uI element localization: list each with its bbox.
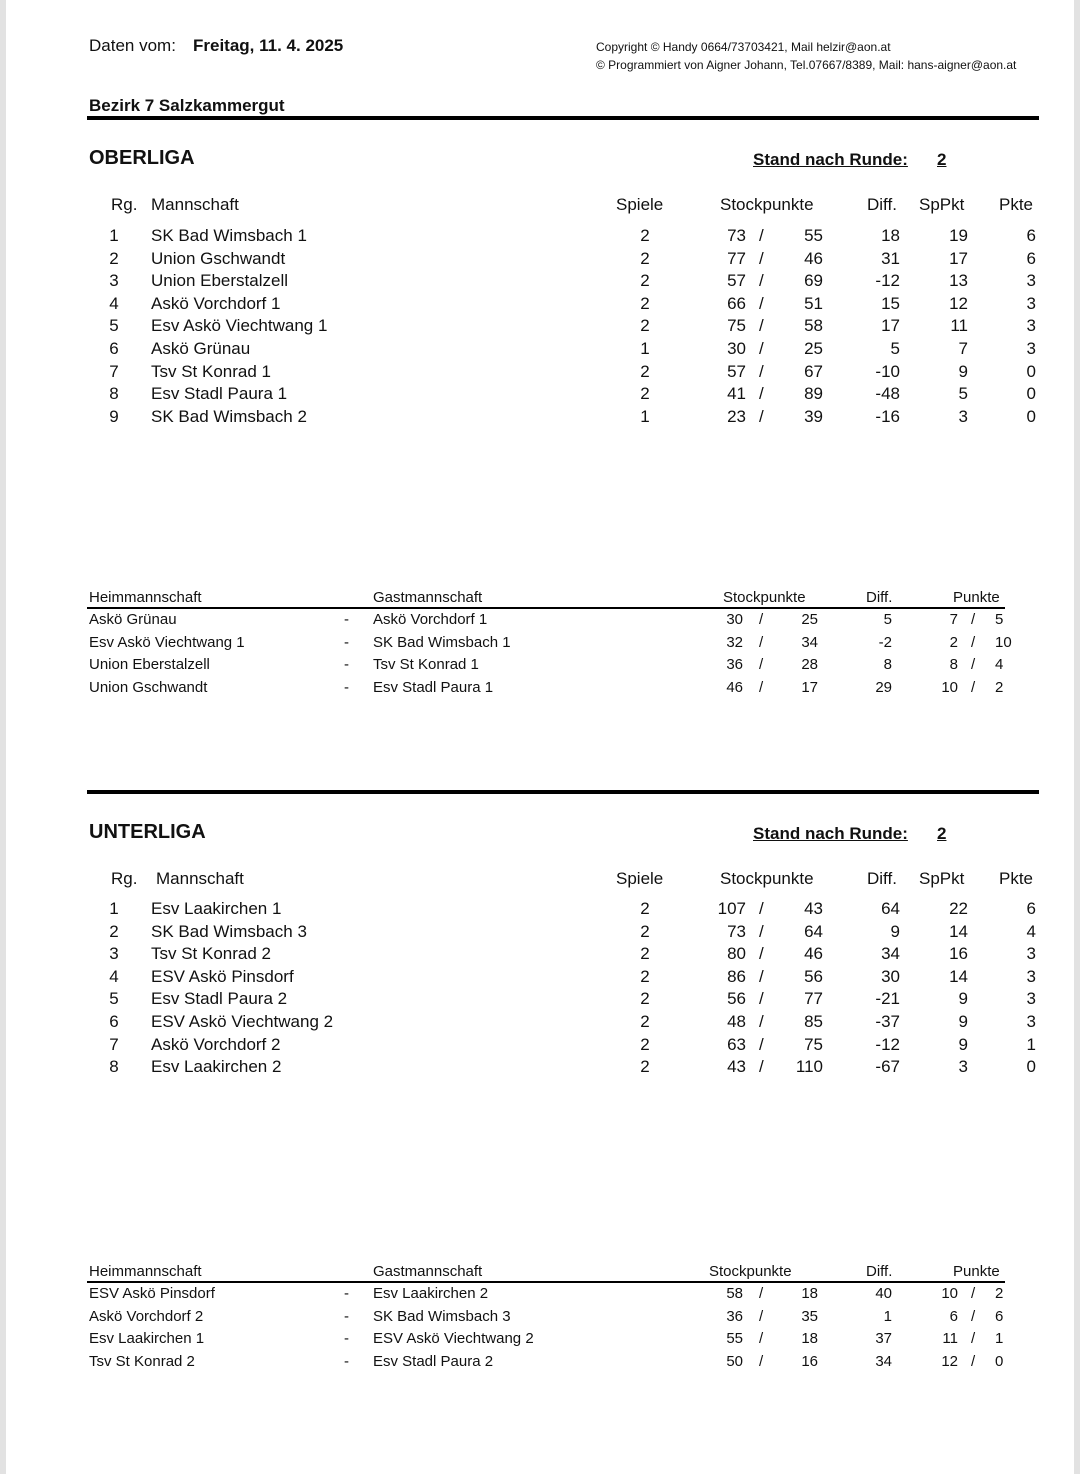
stockpunkte-away-cell: 16: [801, 1353, 818, 1371]
col-team-header: Mannschaft: [156, 869, 244, 888]
diff-cell: 34: [881, 944, 900, 964]
sppkt-cell: 9: [958, 361, 968, 381]
pkte-cell: 3: [1026, 293, 1036, 313]
games-cell: 2: [640, 1034, 650, 1054]
rank-cell: 4: [109, 966, 119, 986]
team-cell: ESV Askö Viechtwang 2: [151, 1012, 334, 1031]
home-team-cell: Tsv St Konrad 2: [89, 1353, 195, 1371]
stockpunkte-home-cell: 46: [726, 679, 743, 697]
diff-cell: 9: [890, 921, 900, 941]
stockpunkte-away-cell: 34: [801, 633, 818, 651]
col-team-header: Mannschaft: [151, 195, 239, 214]
games-cell: 2: [640, 1057, 650, 1077]
diff-cell: 31: [881, 248, 900, 268]
col-stockpunkte-header: Stockpunkte: [720, 195, 814, 214]
separator-slash: /: [759, 1353, 764, 1371]
team-cell: Esv Laakirchen 2: [151, 1057, 282, 1077]
stockpunkte-against-cell: 46: [804, 944, 823, 964]
stockpunkte-against-cell: 46: [804, 248, 823, 268]
diff-cell: -21: [875, 989, 900, 1009]
separator-slash: /: [759, 944, 764, 964]
away-team-cell: SK Bad Wimsbach 1: [373, 633, 511, 651]
stockpunkte-against-cell: 58: [804, 316, 823, 336]
stockpunkte-for-cell: 86: [727, 966, 746, 986]
stockpunkte-against-cell: 55: [804, 226, 823, 245]
stockpunkte-for-cell: 43: [727, 1057, 746, 1077]
stockpunkte-away-cell: 25: [801, 611, 818, 628]
points-away-cell: 10: [995, 633, 1012, 651]
sppkt-cell: 17: [949, 248, 968, 268]
separator-slash: /: [759, 384, 764, 404]
pkte-cell: 0: [1026, 1057, 1036, 1077]
pkte-cell: 3: [1026, 989, 1036, 1009]
diff-cell: 40: [875, 1285, 892, 1302]
stockpunkte-against-cell: 89: [804, 384, 823, 404]
home-team-cell: Union Eberstalzell: [89, 656, 210, 674]
match-dash: -: [344, 1285, 349, 1302]
diff-cell: 8: [883, 656, 892, 674]
rank-cell: 6: [109, 339, 119, 358]
sppkt-cell: 14: [949, 921, 968, 941]
stockpunkte-for-cell: 107: [717, 899, 746, 918]
diff-cell: 34: [875, 1353, 892, 1371]
team-cell: Esv Laakirchen 1: [151, 899, 282, 918]
district-title: Bezirk 7 Salzkammergut: [89, 96, 285, 115]
games-cell: 2: [640, 944, 650, 964]
col-games-header: Spiele: [616, 195, 664, 214]
match-dash: -: [344, 679, 349, 697]
stockpunkte-against-cell: 56: [804, 966, 823, 986]
section-divider: [87, 790, 1039, 794]
team-cell: Askö Grünau: [151, 339, 251, 358]
away-team-cell: Tsv St Konrad 1: [373, 656, 479, 674]
oberliga-round-label: Stand nach Runde:: [753, 150, 908, 169]
col-rank-header: Rg.: [111, 869, 138, 888]
points-away-cell: 2: [995, 679, 1004, 697]
diff-cell: -48: [875, 384, 900, 404]
separator-slash: /: [759, 226, 764, 245]
match-diff-header: Diff.: [866, 589, 893, 606]
points-home-cell: 10: [941, 1285, 958, 1302]
sppkt-cell: 14: [949, 966, 968, 986]
rank-cell: 8: [109, 1057, 119, 1077]
points-home-cell: 6: [949, 1307, 958, 1325]
games-cell: 2: [640, 921, 650, 941]
away-team-cell: Esv Laakirchen 2: [373, 1285, 489, 1302]
separator-slash: /: [759, 339, 764, 358]
separator-slash: /: [759, 1034, 764, 1054]
points-away-cell: 0: [995, 1353, 1004, 1371]
oberliga-match-rule: [87, 607, 1005, 609]
stockpunkte-home-cell: 58: [726, 1285, 743, 1302]
points-away-cell: 6: [995, 1307, 1004, 1325]
points-away-cell: 2: [995, 1285, 1004, 1302]
games-cell: 2: [640, 899, 650, 918]
pkte-cell: 0: [1026, 406, 1036, 426]
team-cell: Esv Stadl Paura 1: [151, 384, 288, 404]
rank-cell: 8: [109, 384, 119, 404]
diff-cell: -67: [875, 1057, 900, 1077]
stockpunkte-against-cell: 39: [804, 406, 823, 426]
points-home-cell: 10: [941, 679, 958, 697]
stockpunkte-against-cell: 69: [804, 271, 823, 291]
match-stockpunkte-header: Stockpunkte: [709, 1263, 792, 1280]
separator-slash: /: [971, 1330, 976, 1348]
sppkt-cell: 9: [958, 1012, 968, 1031]
diff-cell: -2: [878, 633, 892, 651]
stockpunkte-for-cell: 30: [727, 339, 746, 358]
pkte-cell: 3: [1026, 271, 1036, 291]
points-away-cell: 5: [995, 611, 1004, 628]
pkte-cell: 1: [1026, 1034, 1036, 1054]
match-dash: -: [344, 1330, 349, 1348]
separator-slash: /: [971, 1307, 976, 1325]
games-cell: 2: [640, 384, 650, 404]
stockpunkte-for-cell: 75: [727, 316, 746, 336]
diff-cell: 29: [875, 679, 892, 697]
stockpunkte-home-cell: 36: [726, 656, 743, 674]
pkte-cell: 3: [1026, 966, 1036, 986]
separator-slash: /: [759, 293, 764, 313]
away-team-cell: Esv Stadl Paura 2: [373, 1353, 494, 1371]
separator-slash: /: [971, 633, 976, 651]
team-cell: ESV Askö Pinsdorf: [151, 966, 294, 986]
team-cell: Union Gschwandt: [151, 248, 286, 268]
games-cell: 2: [640, 1012, 650, 1031]
team-cell: Esv Askö Viechtwang 1: [151, 316, 328, 336]
rank-cell: 3: [109, 944, 119, 964]
stockpunkte-for-cell: 80: [727, 944, 746, 964]
col-diff-header: Diff.: [867, 195, 897, 214]
stockpunkte-away-cell: 18: [801, 1330, 818, 1348]
rank-cell: 2: [109, 248, 119, 268]
match-home-header: Heimmannschaft: [89, 589, 202, 606]
rank-cell: 1: [109, 899, 119, 918]
diff-cell: 17: [881, 316, 900, 336]
points-home-cell: 11: [942, 1330, 958, 1348]
diff-cell: -16: [875, 406, 900, 426]
separator-slash: /: [759, 406, 764, 426]
match-punkte-header: Punkte: [953, 589, 1000, 606]
separator-slash: /: [759, 361, 764, 381]
stockpunkte-home-cell: 32: [726, 633, 743, 651]
stockpunkte-against-cell: 110: [795, 1057, 823, 1077]
diff-cell: 5: [890, 339, 900, 358]
diff-cell: -12: [875, 271, 900, 291]
games-cell: 2: [640, 248, 650, 268]
separator-slash: /: [759, 316, 764, 336]
sppkt-cell: 19: [949, 226, 968, 245]
rank-cell: 5: [109, 989, 119, 1009]
match-dash: -: [344, 633, 349, 651]
separator-slash: /: [759, 1307, 764, 1325]
rank-cell: 6: [109, 1012, 119, 1031]
stockpunkte-for-cell: 66: [727, 293, 746, 313]
stockpunkte-for-cell: 48: [727, 1012, 746, 1031]
rank-cell: 2: [109, 921, 119, 941]
home-team-cell: Union Gschwandt: [89, 679, 208, 697]
stockpunkte-away-cell: 28: [801, 656, 818, 674]
stockpunkte-against-cell: 43: [804, 899, 823, 918]
stockpunkte-against-cell: 64: [804, 921, 823, 941]
sppkt-cell: 11: [950, 316, 968, 336]
separator-slash: /: [759, 899, 764, 918]
rank-cell: 7: [109, 361, 119, 381]
rank-cell: 7: [109, 1034, 119, 1054]
pkte-cell: 6: [1026, 248, 1036, 268]
stockpunkte-against-cell: 77: [804, 989, 823, 1009]
points-home-cell: 8: [949, 656, 958, 674]
games-cell: 2: [640, 989, 650, 1009]
stockpunkte-for-cell: 73: [727, 921, 746, 941]
match-punkte-header: Punkte: [953, 1263, 1000, 1280]
pkte-cell: 6: [1026, 899, 1036, 918]
home-team-cell: Askö Vorchdorf 2: [89, 1307, 204, 1325]
sppkt-cell: 9: [958, 989, 968, 1009]
separator-slash: /: [759, 248, 764, 268]
games-cell: 2: [640, 966, 650, 986]
stockpunkte-away-cell: 18: [801, 1285, 818, 1302]
separator-slash: /: [759, 966, 764, 986]
diff-cell: 37: [875, 1330, 892, 1348]
right-page-edge: [1074, 0, 1080, 1474]
pkte-cell: 6: [1026, 226, 1036, 245]
separator-slash: /: [971, 1353, 976, 1371]
separator-slash: /: [759, 611, 764, 628]
match-dash: -: [344, 611, 349, 628]
diff-cell: 15: [881, 293, 900, 313]
date-label: Daten vom:: [89, 36, 176, 55]
games-cell: 1: [640, 406, 650, 426]
col-sppkt-header: SpPkt: [919, 869, 965, 888]
stockpunkte-for-cell: 41: [727, 384, 746, 404]
rank-cell: 1: [109, 226, 119, 245]
pkte-cell: 4: [1026, 921, 1036, 941]
separator-slash: /: [971, 1285, 976, 1302]
games-cell: 2: [640, 316, 650, 336]
team-cell: Tsv St Konrad 1: [151, 361, 272, 381]
points-home-cell: 2: [949, 633, 958, 651]
games-cell: 1: [640, 339, 650, 358]
points-home-cell: 12: [941, 1353, 958, 1371]
sppkt-cell: 9: [958, 1034, 968, 1054]
team-cell: Union Eberstalzell: [151, 271, 289, 291]
unterliga-title: UNTERLIGA: [89, 821, 206, 843]
diff-cell: 64: [881, 899, 900, 918]
away-team-cell: ESV Askö Viechtwang 2: [373, 1330, 534, 1348]
stockpunkte-for-cell: 57: [727, 271, 746, 291]
unterliga-round-label: Stand nach Runde:: [753, 824, 908, 843]
col-diff-header: Diff.: [867, 869, 897, 888]
separator-slash: /: [759, 1057, 764, 1077]
stockpunkte-away-cell: 35: [801, 1307, 818, 1325]
team-cell: SK Bad Wimsbach 2: [151, 406, 307, 426]
games-cell: 2: [640, 361, 650, 381]
home-team-cell: ESV Askö Pinsdorf: [89, 1285, 215, 1302]
separator-slash: /: [971, 679, 976, 697]
games-cell: 2: [640, 226, 650, 245]
match-away-header: Gastmannschaft: [373, 1263, 483, 1280]
copyright-line-2: © Programmiert von Aigner Johann, Tel.07667/8389, Mail: hans-aigner@aon.at: [596, 58, 1017, 72]
diff-cell: 30: [881, 966, 900, 986]
pkte-cell: 3: [1026, 316, 1036, 336]
stockpunkte-against-cell: 67: [804, 361, 823, 381]
separator-slash: /: [759, 1012, 764, 1031]
rank-cell: 9: [109, 406, 119, 426]
separator-slash: /: [759, 921, 764, 941]
diff-cell: -12: [875, 1034, 900, 1054]
sppkt-cell: 7: [958, 339, 968, 358]
pkte-cell: 3: [1026, 1012, 1036, 1031]
col-pkte-header: Pkte: [999, 195, 1034, 214]
sppkt-cell: 12: [949, 293, 968, 313]
team-cell: SK Bad Wimsbach 3: [151, 921, 307, 941]
copyright-line-1: Copyright © Handy 0664/73703421, Mail helzir@aon.at: [596, 40, 891, 54]
match-stockpunkte-header: Stockpunkte: [723, 589, 806, 606]
points-home-cell: 7: [949, 611, 958, 628]
col-rank-header: Rg.: [111, 195, 138, 214]
oberliga-round-value: 2: [937, 150, 947, 169]
match-dash: -: [344, 656, 349, 674]
team-cell: SK Bad Wimsbach 1: [151, 226, 307, 245]
diff-cell: -10: [875, 361, 900, 381]
games-cell: 2: [640, 271, 650, 291]
team-cell: Esv Stadl Paura 2: [151, 989, 288, 1009]
pkte-cell: 3: [1026, 944, 1036, 964]
stockpunkte-against-cell: 25: [804, 339, 823, 358]
points-away-cell: 1: [995, 1330, 1004, 1348]
diff-cell: -37: [875, 1012, 900, 1031]
home-team-cell: Askö Grünau: [89, 611, 177, 628]
sppkt-cell: 22: [949, 899, 968, 918]
sppkt-cell: 3: [958, 406, 968, 426]
home-team-cell: Esv Askö Viechtwang 1: [89, 633, 245, 651]
diff-cell: 5: [883, 611, 892, 628]
team-cell: Askö Vorchdorf 1: [151, 293, 281, 313]
unterliga-match-rule: [87, 1281, 1005, 1283]
sppkt-cell: 5: [958, 384, 968, 404]
team-cell: Tsv St Konrad 2: [151, 944, 272, 964]
match-dash: -: [344, 1353, 349, 1371]
rank-cell: 4: [109, 293, 119, 313]
stockpunkte-home-cell: 55: [726, 1330, 743, 1348]
stockpunkte-for-cell: 57: [727, 361, 746, 381]
stockpunkte-for-cell: 73: [727, 226, 746, 245]
stockpunkte-away-cell: 17: [801, 679, 818, 697]
separator-slash: /: [759, 1330, 764, 1348]
away-team-cell: SK Bad Wimsbach 3: [373, 1307, 511, 1325]
left-page-edge: [0, 0, 6, 1474]
rank-cell: 5: [109, 316, 119, 336]
separator-slash: /: [759, 679, 764, 697]
separator-slash: /: [971, 611, 976, 628]
separator-slash: /: [759, 656, 764, 674]
stockpunkte-for-cell: 63: [727, 1034, 746, 1054]
stockpunkte-for-cell: 56: [727, 989, 746, 1009]
sppkt-cell: 13: [949, 271, 968, 291]
sppkt-cell: 3: [958, 1057, 968, 1077]
diff-cell: 18: [881, 226, 900, 245]
pkte-cell: 0: [1026, 384, 1036, 404]
unterliga-round-value: 2: [937, 824, 947, 843]
header-rule: [87, 116, 1039, 120]
match-diff-header: Diff.: [866, 1263, 893, 1280]
stockpunkte-against-cell: 75: [804, 1034, 823, 1054]
match-home-header: Heimmannschaft: [89, 1263, 202, 1280]
col-stockpunkte-header: Stockpunkte: [720, 869, 814, 888]
col-sppkt-header: SpPkt: [919, 195, 965, 214]
separator-slash: /: [971, 656, 976, 674]
stockpunkte-home-cell: 50: [726, 1353, 743, 1371]
separator-slash: /: [759, 271, 764, 291]
separator-slash: /: [759, 989, 764, 1009]
stockpunkte-against-cell: 51: [804, 293, 823, 313]
stockpunkte-for-cell: 23: [727, 406, 746, 426]
match-dash: -: [344, 1307, 349, 1325]
match-away-header: Gastmannschaft: [373, 589, 483, 606]
away-team-cell: Askö Vorchdorf 1: [373, 611, 488, 628]
col-games-header: Spiele: [616, 869, 664, 888]
rank-cell: 3: [109, 271, 119, 291]
separator-slash: /: [759, 633, 764, 651]
home-team-cell: Esv Laakirchen 1: [89, 1330, 205, 1348]
diff-cell: 1: [883, 1307, 892, 1325]
stockpunkte-home-cell: 36: [726, 1307, 743, 1325]
points-away-cell: 4: [995, 656, 1004, 674]
date-value: Freitag, 11. 4. 2025: [193, 36, 344, 55]
stockpunkte-home-cell: 30: [726, 611, 743, 628]
oberliga-title: OBERLIGA: [89, 147, 195, 169]
stockpunkte-against-cell: 85: [804, 1012, 823, 1031]
pkte-cell: 3: [1026, 339, 1036, 358]
separator-slash: /: [759, 1285, 764, 1302]
sppkt-cell: 16: [949, 944, 968, 964]
col-pkte-header: Pkte: [999, 869, 1034, 888]
pkte-cell: 0: [1026, 361, 1036, 381]
stockpunkte-for-cell: 77: [727, 248, 746, 268]
games-cell: 2: [640, 293, 650, 313]
away-team-cell: Esv Stadl Paura 1: [373, 679, 494, 697]
team-cell: Askö Vorchdorf 2: [151, 1034, 281, 1054]
